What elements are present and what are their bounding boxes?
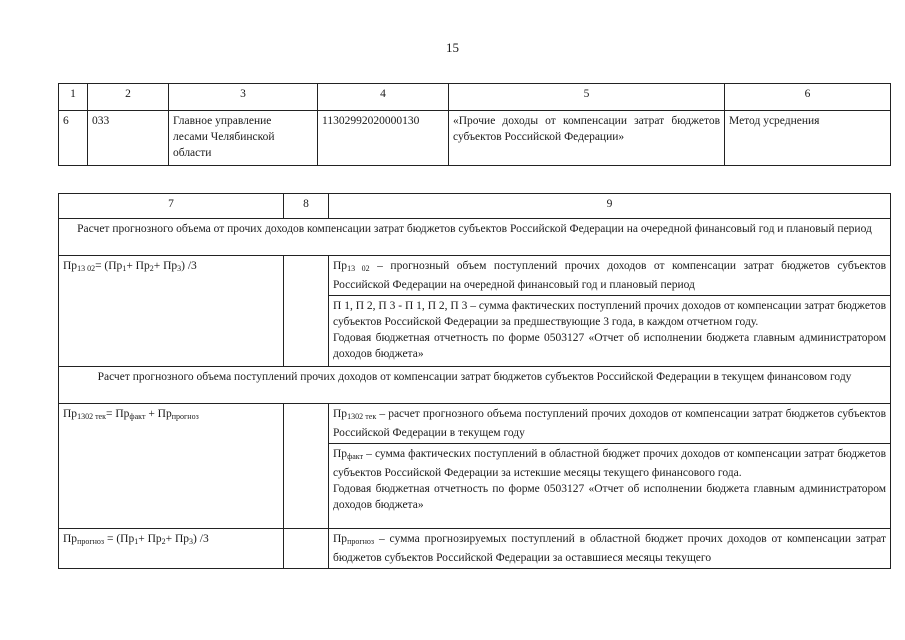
main-table [58, 193, 891, 569]
desc-symbol: Пр [333, 408, 348, 420]
section-title: Расчет прогнозного объема поступлений прочих доходов от компенсации затрат бюджетов субъектов Российской Федерации в текущем финансовом году [59, 367, 891, 404]
header-cell: 8 [284, 194, 329, 219]
formula-row [59, 404, 891, 444]
formula-symbol: Пр [63, 533, 78, 545]
formula-subscript: 1302 тек [77, 412, 106, 421]
empty-cell [284, 404, 329, 529]
header-cell: 4 [318, 84, 449, 111]
cell-kbk: 11302992020000130 [318, 111, 449, 166]
desc-text: – сумма фактических поступлений в областной бюджет прочих доходов от компенсации затрат бюджетов субъектов Российской Федерации за истекшие месяцы текущего финансового года. [333, 448, 886, 479]
desc-symbol: Пр [333, 260, 348, 272]
formula-text: ) /3 [181, 260, 197, 272]
formula-text: + Пр [153, 260, 178, 272]
formula-row [59, 529, 891, 569]
desc-text-block [333, 446, 886, 481]
section-title: Расчет прогнозного объема от прочих доходов компенсации затрат бюджетов субъектов Российской Федерации на очередной финансовый год и плановый период [59, 219, 891, 256]
formula-text: + Пр [145, 408, 172, 420]
desc-text: – расчет прогнозного объема поступлений прочих доходов от компенсации затрат бюджетов субъектов Российской Федерации в текущем году [333, 408, 886, 439]
desc-symbol: Пр [333, 448, 348, 460]
cell-revenue-name: «Прочие доходы от компенсации затрат бюджетов субъектов Российской Федерации» [449, 111, 725, 166]
formula-text: = (Пр [104, 533, 135, 545]
admin-line: лесами Челябинской [173, 131, 275, 143]
top-data-row [59, 111, 891, 166]
formula-subscript: прогноз [77, 537, 105, 546]
header-cell: 7 [59, 194, 284, 219]
formula-subscript: 3 [177, 264, 182, 273]
main-header-row [59, 194, 891, 219]
page-number: 15 [446, 40, 459, 55]
desc-source: Годовая бюджетная отчетность по форме 0503127 «Отчет об исполнении бюджета главным администратором доходов бюджета» [333, 483, 886, 511]
description-cell [329, 296, 891, 367]
formula-text: + Пр [126, 260, 150, 272]
desc-text: П 1, П 2, П 3 - П 1, П 2, П 3 – сумма фактических поступлений прочих доходов от компенсации затрат бюджетов субъектов Российской Федерации за предшествующие 3 года, в каждом отчетном году. [333, 300, 886, 328]
formula-text: + Пр [165, 533, 190, 545]
section-title-row [59, 219, 891, 256]
desc-subscript: 1302 тек [347, 412, 377, 421]
formula-symbol: Пр [63, 408, 78, 420]
formula-cell [59, 529, 284, 569]
description-cell [329, 444, 891, 529]
formula-subscript: 2 [149, 264, 154, 273]
empty-cell [284, 256, 329, 367]
formula-subscript: 13 02 [77, 264, 96, 273]
header-cell: 5 [449, 84, 725, 111]
top-header-row [59, 84, 891, 111]
header-cell: 1 [59, 84, 88, 111]
formula-text: ) /3 [193, 533, 209, 545]
empty-cell [284, 529, 329, 569]
formula-row [59, 256, 891, 296]
cell-administrator [169, 111, 318, 166]
formula-text: = Пр [106, 408, 130, 420]
formula-cell [59, 256, 284, 367]
formula-text: = (Пр [95, 260, 123, 272]
desc-text: – прогнозный объем поступлений прочих доходов от компенсации затрат бюджетов субъектов Российской Федерации на очередной финансовый год и плановый период [333, 260, 886, 291]
description-cell [329, 256, 891, 296]
desc-subscript: 13 02 [347, 264, 370, 273]
desc-source: Годовая бюджетная отчетность по форме 0503127 «Отчет об исполнении бюджета главным администратором доходов бюджета» [333, 332, 886, 360]
formula-subscript: 3 [189, 537, 194, 546]
desc-subscript: прогноз [347, 537, 375, 546]
formula-subscript: 1 [122, 264, 127, 273]
header-cell: 3 [169, 84, 318, 111]
cell-number: 6 [59, 111, 88, 166]
formula-subscript: прогноз [171, 412, 199, 421]
admin-line: области [173, 147, 212, 159]
header-cell: 9 [329, 194, 891, 219]
formula-cell [59, 404, 284, 529]
desc-subscript: факт [347, 452, 364, 461]
admin-line: Главное управление [173, 115, 272, 127]
header-cell: 2 [88, 84, 169, 111]
formula-subscript: 2 [161, 537, 166, 546]
desc-text: – сумма прогнозируемых поступлений в областной бюджет прочих доходов от компенсации затрат бюджетов субъектов Российской Федерации за оставшиеся месяцы текущего [333, 533, 886, 564]
description-cell [329, 404, 891, 444]
description-cell [329, 529, 891, 569]
formula-text: + Пр [138, 533, 162, 545]
desc-symbol: Пр [333, 533, 348, 545]
section-title-row [59, 367, 891, 404]
formula-subscript: факт [129, 412, 146, 421]
cell-code: 033 [88, 111, 169, 166]
cell-method: Метод усреднения [725, 111, 891, 166]
top-table [58, 83, 891, 166]
formula-symbol: Пр [63, 260, 78, 272]
formula-subscript: 1 [134, 537, 139, 546]
header-cell: 6 [725, 84, 891, 111]
